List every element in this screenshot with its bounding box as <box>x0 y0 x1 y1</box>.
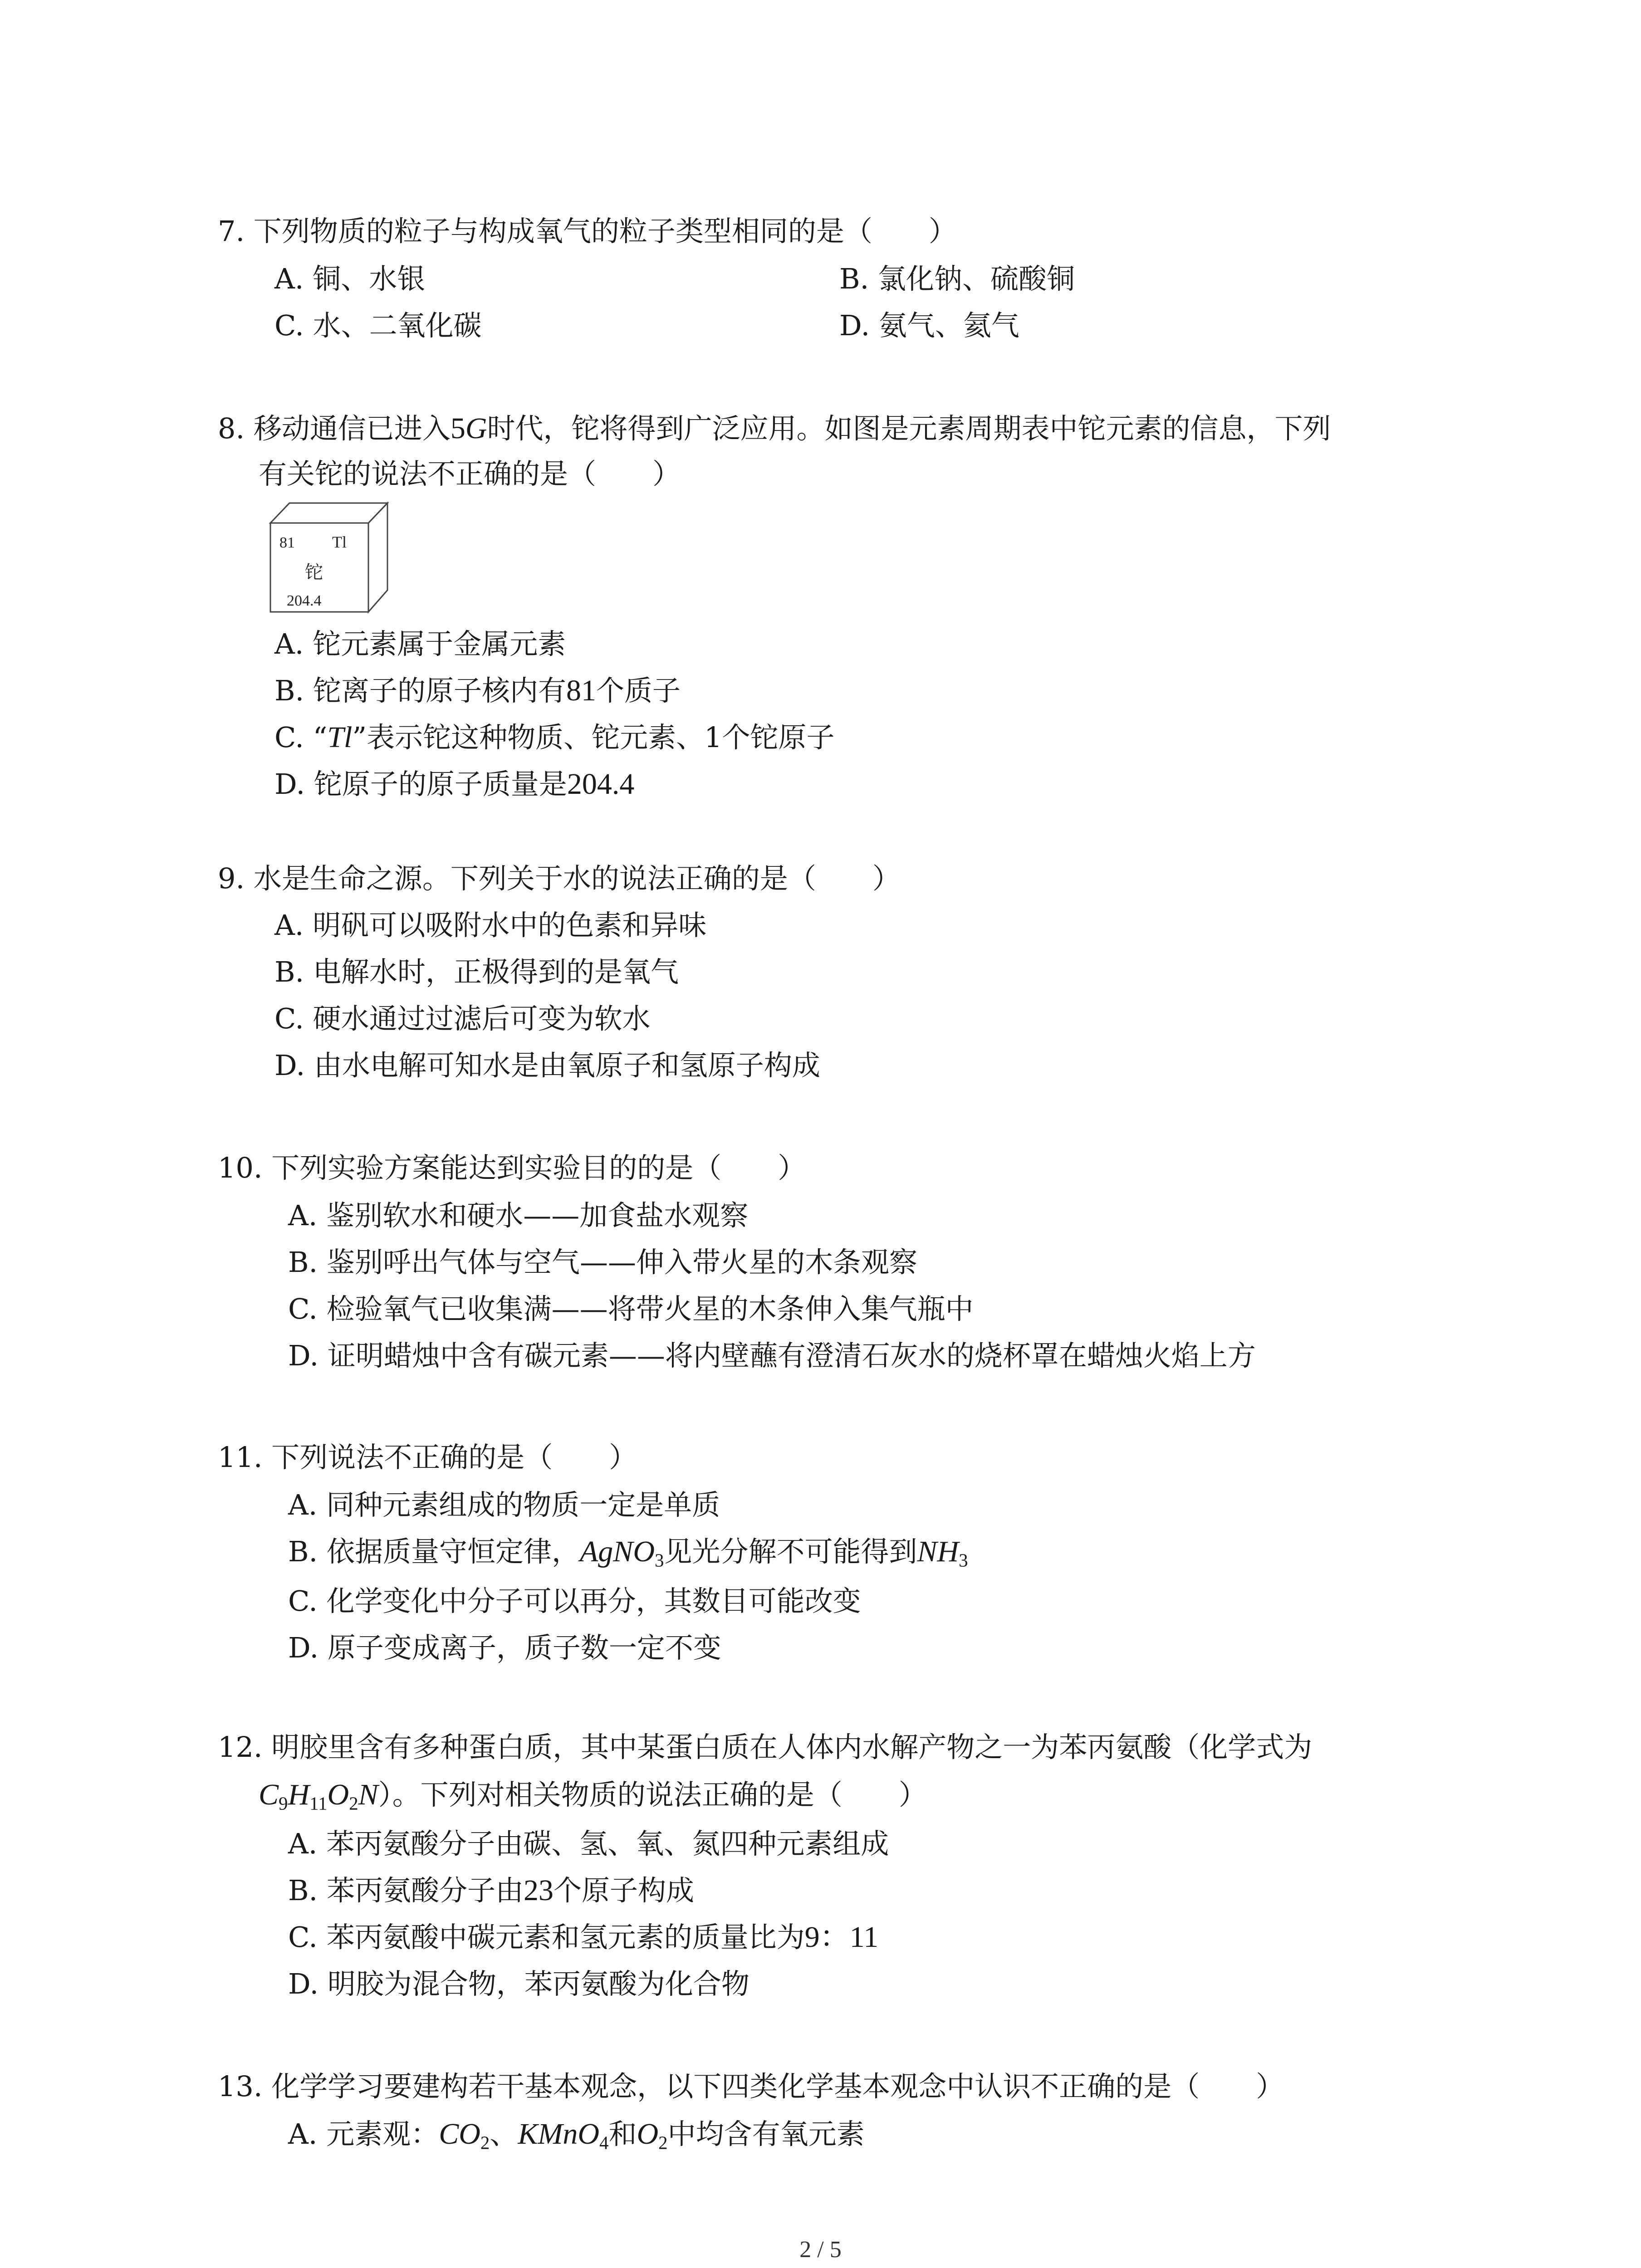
formula-subscript: 3 <box>654 1550 664 1571</box>
question-11-option-d: D. 原子变成离子，质子数一定不变 <box>288 1631 721 1664</box>
question-8-option-c <box>274 719 835 756</box>
formula-agno3 <box>579 1535 664 1571</box>
question-7-stem: 7. 下列物质的粒子与构成氧气的粒子类型相同的是（ ） <box>218 215 957 248</box>
question-8-option-d <box>274 766 634 802</box>
formula-body: O <box>637 2117 659 2151</box>
atomic-number: 81 <box>279 534 295 551</box>
question-7-option-d: D. 氨气、氦气 <box>839 309 1019 342</box>
formula-body: KMnO <box>518 2117 600 2151</box>
question-12-stem-continued <box>259 1777 927 1813</box>
option-number: 23 <box>523 1874 554 1907</box>
question-9-option-b: B. 电解水时，正极得到的是氧气 <box>274 955 679 988</box>
option-text: B. 依据质量守恒定律， <box>288 1535 580 1568</box>
question-12-stem: 12. 明胶里含有多种蛋白质，其中某蛋白质在人体内水解产物之一为苯丙氨酸（化学式为 <box>218 1730 1313 1764</box>
formula-body: NH <box>917 1535 959 1568</box>
question-10-option-c: C. 检验氧气已收集满——将带火星的木条伸入集气瓶中 <box>288 1292 974 1325</box>
element-name: 铊 <box>305 562 323 582</box>
question-8-stem-5: 5 <box>450 412 465 445</box>
question-13-stem: 13. 化学学习要建构若干基本观念，以下四类化学基本观念中认识不正确的是（ ） <box>218 2070 1284 2103</box>
option-text: 个质子 <box>596 674 681 707</box>
question-8-option-b <box>274 673 681 709</box>
formula-o2 <box>637 2117 668 2151</box>
question-12-option-a: A. 苯丙氨酸分子由碳、氢、氧、氮四种元素组成 <box>288 1827 889 1860</box>
formula-body: O <box>327 1778 349 1811</box>
question-12-stem-part: ）。下列对相关物质的说法正确的是（ ） <box>378 1778 927 1811</box>
option-text: 见光分解不可能得到 <box>664 1535 917 1568</box>
option-text: 、 <box>490 2117 518 2151</box>
question-13-option-a <box>288 2116 865 2152</box>
formula-subscript: 11 <box>309 1793 328 1814</box>
formula-subscript: 9 <box>279 1793 288 1814</box>
question-7-option-c: C. 水、二氧化碳 <box>274 309 482 342</box>
formula-co2 <box>439 2117 490 2151</box>
question-9-option-d: D. 由水电解可知水是由氧原子和氢原子构成 <box>274 1049 820 1082</box>
option-text: 中均含有氧元素 <box>667 2117 865 2151</box>
option-text: C. “ <box>274 721 328 754</box>
formula-subscript: 2 <box>349 1793 358 1814</box>
card-top-face <box>270 503 387 523</box>
question-8-stem-part: 8. 移动通信已进入 <box>218 412 451 445</box>
option-text: 和 <box>608 2117 637 2151</box>
question-11-option-c: C. 化学变化中分子可以再分，其数目可能改变 <box>288 1584 861 1618</box>
option-symbol: Tl <box>327 721 353 754</box>
formula-subscript: 2 <box>658 2132 668 2153</box>
question-12-option-d: D. 明胶为混合物，苯丙氨酸为化合物 <box>288 1967 749 2000</box>
option-number: 9：11 <box>804 1921 879 1954</box>
formula-kmno4 <box>518 2117 608 2151</box>
formula-nh3 <box>917 1535 968 1571</box>
formula-subscript: 4 <box>599 2132 609 2153</box>
formula-body: AgNO <box>579 1535 655 1568</box>
card-side-face <box>368 503 387 612</box>
question-8-stem-g: G <box>465 412 487 445</box>
option-text: D. 铊原子的原子质量是 <box>274 767 567 801</box>
formula-body: CO <box>439 2117 480 2151</box>
question-8-stem-continued: 有关铊的说法不正确的是（ ） <box>259 457 681 490</box>
option-text: A. 元素观： <box>288 2117 439 2151</box>
element-card-thallium <box>269 501 391 616</box>
question-10-stem: 10. 下列实验方案能达到实验目的的是（ ） <box>218 1151 806 1184</box>
page-number: 2 / 5 <box>799 2237 842 2263</box>
question-9-option-c: C. 硬水通过过滤后可变为软水 <box>274 1002 651 1035</box>
formula-body: N <box>358 1778 378 1811</box>
option-number: 81 <box>566 674 596 707</box>
option-number: 204.4 <box>567 767 635 801</box>
formula-subscript: 3 <box>959 1550 968 1571</box>
question-8-stem-part: 时代，铊将得到广泛应用。如图是元素周期表中铊元素的信息，下列 <box>487 412 1331 445</box>
element-card-graphic <box>269 501 391 615</box>
option-text: 个原子构成 <box>553 1874 694 1907</box>
formula-phenylalanine <box>259 1778 378 1814</box>
question-9-option-a: A. 明矾可以吸附水中的色素和异味 <box>274 909 707 942</box>
question-7-option-b: B. 氯化钠、硫酸铜 <box>839 262 1075 295</box>
question-10-option-d: D. 证明蜡烛中含有碳元素——将内壁蘸有澄清石灰水的烧杯罩在蜡烛火焰上方 <box>288 1339 1256 1372</box>
option-text: B. 苯丙氨酸分子由 <box>288 1874 524 1907</box>
option-text: C. 苯丙氨酸中碳元素和氢元素的质量比为 <box>288 1921 805 1954</box>
option-text: ”表示铊这种物质、铊元素、1个铊原子 <box>352 721 835 754</box>
option-text: B. 铊离子的原子核内有 <box>274 674 566 707</box>
formula-body: C <box>259 1778 279 1811</box>
element-symbol: Tl <box>332 533 347 551</box>
question-12-option-c <box>288 1919 878 1955</box>
question-12-option-b <box>288 1872 694 1909</box>
atomic-mass: 204.4 <box>287 592 322 609</box>
question-8-stem <box>218 411 1331 447</box>
question-11-option-a: A. 同种元素组成的物质一定是单质 <box>288 1488 720 1521</box>
question-11-stem: 11. 下列说法不正确的是（ ） <box>218 1441 637 1474</box>
question-11-option-b <box>288 1534 968 1570</box>
question-9-stem: 9. 水是生命之源。下列关于水的说法正确的是（ ） <box>218 862 901 895</box>
question-10-option-b: B. 鉴别呼出气体与空气——伸入带火星的木条观察 <box>288 1246 917 1279</box>
formula-body: H <box>288 1778 310 1811</box>
question-7-option-a: A. 铜、水银 <box>274 262 426 295</box>
question-10-option-a: A. 鉴别软水和硬水——加食盐水观察 <box>288 1199 749 1232</box>
question-8-option-a: A. 铊元素属于金属元素 <box>274 627 566 660</box>
formula-subscript: 2 <box>480 2132 490 2153</box>
